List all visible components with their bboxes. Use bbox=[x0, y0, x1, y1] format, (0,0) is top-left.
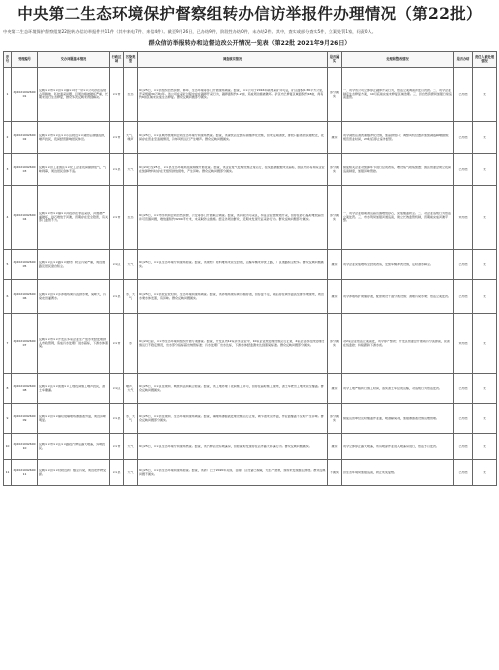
row-id-text: XJ202109260010 bbox=[13, 442, 36, 450]
row-no-text: 5 bbox=[6, 262, 9, 266]
row-no-text: 1 bbox=[6, 92, 9, 96]
row-verified-text: 属实 bbox=[331, 294, 338, 298]
row-type bbox=[124, 68, 138, 122]
row-accountability bbox=[473, 314, 497, 374]
table-row bbox=[4, 374, 497, 404]
row-region-text: ××市 bbox=[112, 215, 121, 219]
row-investigation bbox=[138, 250, 328, 280]
row-verified-text: 部分属实 bbox=[329, 90, 339, 98]
row-type bbox=[124, 314, 138, 374]
row-verified bbox=[328, 434, 342, 460]
row-summary-text: 反映××市××开发区多家企业生产废水未经处理排入市政管网，造成污水处理厂进水超标，下游水体黑臭。 bbox=[39, 337, 108, 349]
row-verified bbox=[328, 186, 342, 250]
row-handling bbox=[342, 434, 454, 460]
row-closed-text: 未办结 bbox=[458, 215, 468, 219]
row-no-text: 9 bbox=[6, 416, 9, 420]
row-accountability bbox=[473, 280, 497, 314]
row-accountability bbox=[473, 434, 497, 460]
row-verified-text: 不属实 bbox=[329, 470, 339, 474]
row-accountability bbox=[473, 250, 497, 280]
row-closed bbox=[454, 434, 473, 460]
row-handling-text: 责令立即停止露天喷漆，所有喷涂作业进入喷漆房进行，依法予以处罚。 bbox=[343, 444, 440, 448]
row-accountability-text: 无 bbox=[482, 341, 486, 345]
row-summary-text: 反映××市××县××镇××村一带××公司存在违规占用耕地、私挖滥采问题，且周边植被破坏严重，长期未进行生态修复，群众多次反映未得到解决。 bbox=[39, 88, 108, 100]
row-verified bbox=[328, 404, 342, 434]
row-closed bbox=[454, 374, 473, 404]
row-summary-text: 反映××市××区××路段汽修店露天喷漆，异味扰民。 bbox=[39, 442, 106, 450]
row-closed-text: 已办结 bbox=[458, 444, 468, 448]
row-handling bbox=[342, 460, 454, 486]
header-region: 行政区域 bbox=[110, 52, 124, 68]
row-id bbox=[12, 154, 38, 186]
row-investigation bbox=[138, 314, 328, 374]
header-type: 污染类型 bbox=[124, 52, 138, 68]
row-closed-text: 已办结 bbox=[458, 167, 468, 171]
row-handling-text: 责令企业完成堆场全封闭改造，安装车辆冲洗设施，定时洒水降尘。 bbox=[343, 262, 434, 266]
row-region bbox=[110, 374, 124, 404]
row-summary-text: 反映××县工业园区××化工企业夜间偷排废气，气味刺鼻，周边居民身体不适。 bbox=[39, 165, 107, 173]
header-id: 受理编号 bbox=[12, 52, 38, 68]
row-type-text: 大气 bbox=[127, 262, 134, 266]
row-investigation-text: 9月25日，××县住建局、生态环境局现场调查。经查，填埋场渗滤液处理设施运行正常，调节池未见外溢，作业面覆盖不及时产生异味。群众反映问题部分属实。 bbox=[139, 414, 324, 422]
row-region bbox=[110, 122, 124, 154]
table-row bbox=[4, 434, 497, 460]
row-type-text: 大气 bbox=[127, 167, 134, 171]
row-type bbox=[124, 122, 138, 154]
row-type bbox=[124, 374, 138, 404]
row-verified-text: 部分属实 bbox=[329, 213, 339, 221]
row-accountability-text: 无 bbox=[482, 416, 486, 420]
row-no-text: 3 bbox=[6, 167, 9, 171]
table-row bbox=[4, 404, 497, 434]
row-closed-text: 已办结 bbox=[458, 135, 468, 139]
row-id bbox=[12, 314, 38, 374]
row-id bbox=[12, 250, 38, 280]
header-handling: 处理和整改情况 bbox=[342, 52, 454, 68]
row-handling bbox=[342, 280, 454, 314]
row-investigation bbox=[138, 280, 328, 314]
row-region bbox=[110, 154, 124, 186]
row-verified bbox=[328, 280, 342, 314]
table-row bbox=[4, 250, 497, 280]
row-closed-text: 已办结 bbox=[458, 386, 468, 390]
row-closed bbox=[454, 404, 473, 434]
row-accountability bbox=[473, 460, 497, 486]
row-accountability bbox=[473, 374, 497, 404]
row-id-text: XJ202109260007 bbox=[13, 339, 36, 347]
row-no bbox=[4, 314, 12, 374]
row-no-text: 7 bbox=[6, 341, 9, 345]
row-no bbox=[4, 186, 12, 250]
row-closed-text: 已办结 bbox=[458, 92, 468, 96]
intro-text: 中央第二生态环境保护督察组第22批转办信访举报件共11件（其中来电7件、来信4件）。截至9月26日，已办结9件，阶段性办结0件，未办结2件。其中，查实或部分查实5件，立案处罚1家，问责0人。 bbox=[3, 29, 376, 34]
row-type bbox=[124, 154, 138, 186]
table-row bbox=[4, 68, 497, 122]
row-id bbox=[12, 186, 38, 250]
row-summary bbox=[38, 434, 110, 460]
row-verified bbox=[328, 374, 342, 404]
row-region-text: ××市 bbox=[112, 341, 121, 345]
row-investigation bbox=[138, 460, 328, 486]
row-summary bbox=[38, 68, 110, 122]
row-investigation bbox=[138, 374, 328, 404]
row-region-text: ××县 bbox=[112, 167, 121, 171]
table-header-row bbox=[4, 52, 497, 68]
row-investigation-text: 9月25日，××区生态环境分局现场检查。经查，该建材厂原料堆场未完全封闭，运输车辆未冲洗上路，厂区道路积尘较多。群众反映问题属实。 bbox=[139, 260, 324, 268]
table-row bbox=[4, 460, 497, 486]
row-summary-text: 反映××市××镇××河段存在非法采砂，河道被严重破坏，砂石堆放于河滩，汛期存在安全隐患，有关部门监管不力。 bbox=[39, 211, 108, 223]
row-handling-text: 责令养殖场扩建储存池，配套建设干湿分离设施；清理污染水渠；依法立案处罚。 bbox=[343, 294, 452, 298]
row-closed bbox=[454, 68, 473, 122]
row-no-text: 8 bbox=[6, 386, 9, 390]
row-verified bbox=[328, 122, 342, 154]
row-verified-text: 部分属实 bbox=[329, 414, 339, 422]
row-handling-text: 督促运营单位及时覆盖作业面，喷洒除臭剂，加强渗滤液设施运维管理。 bbox=[343, 416, 440, 420]
row-summary bbox=[38, 186, 110, 250]
row-verified-text: 部分属实 bbox=[329, 339, 339, 347]
row-verified-text: 部分属实 bbox=[329, 165, 339, 173]
row-accountability-text: 无 bbox=[482, 444, 486, 448]
row-id bbox=[12, 460, 38, 486]
row-summary-text: 反映××市××区××小区附近××餐饮店油烟直排，噪声扰民，夜间经营影响居民休息。 bbox=[39, 133, 108, 141]
row-region bbox=[110, 434, 124, 460]
row-type bbox=[124, 404, 138, 434]
row-id-text: XJ202109260003 bbox=[13, 165, 36, 173]
row-accountability bbox=[473, 68, 497, 122]
row-region-text: ××区 bbox=[112, 262, 121, 266]
row-region bbox=[110, 250, 124, 280]
row-type bbox=[124, 460, 138, 486]
row-investigation bbox=[138, 404, 328, 434]
row-id bbox=[12, 68, 38, 122]
row-handling bbox=[342, 122, 454, 154]
row-type bbox=[124, 280, 138, 314]
row-investigation bbox=[138, 186, 328, 250]
cases-table bbox=[3, 51, 497, 486]
row-type-text: 水 bbox=[128, 341, 132, 345]
row-accountability-text: 无 bbox=[482, 167, 486, 171]
row-summary bbox=[38, 250, 110, 280]
row-no bbox=[4, 460, 12, 486]
table-row bbox=[4, 280, 497, 314]
row-region bbox=[110, 186, 124, 250]
header-no: 序号 bbox=[4, 52, 12, 68]
row-type bbox=[124, 434, 138, 460]
row-verified bbox=[328, 460, 342, 486]
row-investigation bbox=[138, 154, 328, 186]
row-id bbox=[12, 280, 38, 314]
row-verified-text: 属实 bbox=[331, 135, 338, 139]
row-type-text: 大气、噪声 bbox=[125, 133, 135, 141]
row-type bbox=[124, 186, 138, 250]
row-type-text: 噪声、大气 bbox=[125, 384, 135, 392]
row-type-text: 水、大气 bbox=[125, 292, 135, 300]
row-region bbox=[110, 404, 124, 434]
row-no bbox=[4, 434, 12, 460]
row-summary bbox=[38, 404, 110, 434]
row-type-text: 大气 bbox=[127, 444, 134, 448]
row-no bbox=[4, 404, 12, 434]
row-no-text: 11 bbox=[5, 470, 10, 474]
row-handling-text: 责令餐饮店清洗油烟净化设施，加高排放口；调整风机位置并加装减震降噪措施；规范营业时间，23时后停止室外经营。 bbox=[343, 133, 452, 141]
row-handling-text: 责令工地严格执行施工时间，落实渣土车密闭运输，对违规行为依法处罚。 bbox=[343, 386, 443, 390]
row-id-text: XJ202109260011 bbox=[13, 468, 36, 476]
row-handling-text: 一、责令该公司立即停止越界开采行为，依法立案调查并处以罚款。二、责令企业制定生态修复方案，10月底前完成未修复区域治理。三、县自然资源局加强日常巡查监管。 bbox=[343, 88, 452, 100]
row-handling bbox=[342, 404, 454, 434]
row-type bbox=[124, 250, 138, 280]
row-accountability-text: 无 bbox=[482, 92, 486, 96]
row-type-text: 生态 bbox=[127, 92, 134, 96]
row-id-text: XJ202109260005 bbox=[13, 260, 36, 268]
row-summary bbox=[38, 374, 110, 404]
row-closed-text: 已办结 bbox=[458, 294, 468, 298]
row-investigation-text: 9月25日，××县农业农村局、生态环境局现场调查。经查，该养殖场建有粪污储存池，但容量不足，雨后存在粪水溢流至排水渠现象，周边水渠水体发黑，有异味。群众反映问题属实。 bbox=[139, 292, 324, 300]
row-handling bbox=[342, 314, 454, 374]
row-handling bbox=[342, 374, 454, 404]
row-accountability bbox=[473, 404, 497, 434]
row-closed bbox=[454, 314, 473, 374]
row-closed bbox=[454, 154, 473, 186]
row-summary-text: 反映××县××乡养殖场粪污直排水渠，臭味大，污染农田灌溉水。 bbox=[39, 292, 107, 300]
row-investigation-text: 9月24日起，××市生态环境局组织开展专项排查。经查，开发区内12家涉水企业中，10家企业预处理设施运行正常，2家企业存在预处理设施运行不稳定情况，出水部分指标超出纳管标准；污水处理厂出水达标，下游水体经监测未达到黑臭标准。群众反映问题部分属实。 bbox=[139, 339, 325, 347]
row-type-text: 大气 bbox=[127, 470, 134, 474]
row-no-text: 10 bbox=[5, 444, 10, 448]
table-body bbox=[4, 68, 497, 486]
row-id-text: XJ202109260009 bbox=[13, 414, 36, 422]
row-region-text: ××市 bbox=[112, 444, 121, 448]
table-title: 群众信访举报转办和边督边改公开情况一览表（第22批 2021年9月26日） bbox=[148, 40, 351, 47]
row-region-text: ××县 bbox=[112, 416, 121, 420]
row-accountability bbox=[473, 154, 497, 186]
row-closed-text: 已办结 bbox=[458, 416, 468, 420]
row-summary bbox=[38, 122, 110, 154]
header-investigation: 调查核实情况 bbox=[138, 52, 328, 68]
row-id-text: XJ202109260002 bbox=[13, 133, 36, 141]
row-accountability bbox=[473, 186, 497, 250]
row-summary bbox=[38, 314, 110, 374]
row-summary-text: 反映××县××村附近砖厂烟尘污染，周边农作物受损。 bbox=[39, 468, 107, 476]
row-region-text: ××区 bbox=[112, 386, 121, 390]
row-investigation-text: 9月25日，××区生态环境分局现场核查。经查，该汽修店设有喷漆房，但检查时发现存在店外露天补漆行为。群众反映问题属实。 bbox=[139, 444, 312, 448]
row-region bbox=[110, 460, 124, 486]
table-row bbox=[4, 186, 497, 250]
row-investigation bbox=[138, 68, 328, 122]
row-investigation-text: 9月25日，××县组织自然资源、林草、生态环境等部门开展现场调查。经查，××公司于2016年取得采矿许可证，矿区面积0.36平方公里，开采规模30万吨/年。该公司在采矿过程中存在越界开采行为，越界面积约1.2亩，造成周边植被破坏。矿区内已修复区域面积约18亩，尚有约6亩区域未完成生态修复。群众反映问题部分属实。 bbox=[139, 88, 326, 100]
row-handling-text: 督促相关企业对装卸环节进行密闭改造，增设集气收集装置；园区管委会建立夜间巡查制度，加强异味管控。 bbox=[343, 165, 452, 173]
row-verified-text: 属实 bbox=[331, 386, 338, 390]
row-verified-text: 属实 bbox=[331, 444, 338, 448]
row-investigation bbox=[138, 122, 328, 154]
row-no bbox=[4, 122, 12, 154]
row-no bbox=[4, 250, 12, 280]
row-investigation bbox=[138, 434, 328, 460]
row-closed bbox=[454, 460, 473, 486]
row-region-text: ××县 bbox=[112, 294, 121, 298]
row-closed-text: 已办结 bbox=[458, 470, 468, 474]
row-handling bbox=[342, 186, 454, 250]
row-accountability-text: 无 bbox=[482, 386, 486, 390]
header-summary: 交办问题基本情况 bbox=[38, 52, 110, 68]
row-verified bbox=[328, 314, 342, 374]
row-closed bbox=[454, 186, 473, 250]
row-no-text: 6 bbox=[6, 294, 9, 298]
header-accountability: 责任人被处理情况 bbox=[473, 52, 497, 68]
row-closed bbox=[454, 122, 473, 154]
row-region-text: ××市 bbox=[112, 92, 121, 96]
page-title: 中央第二生态环境保护督察组转办信访举报件办理情况（第22批） bbox=[17, 4, 482, 23]
row-id bbox=[12, 404, 38, 434]
row-region-text: ××县 bbox=[112, 470, 121, 474]
row-id-text: XJ202109260001 bbox=[13, 90, 36, 98]
row-handling bbox=[342, 154, 454, 186]
row-accountability-text: 无 bbox=[482, 470, 486, 474]
row-region bbox=[110, 68, 124, 122]
row-type-text: 生态 bbox=[127, 215, 134, 219]
row-closed-text: 未办结 bbox=[458, 341, 468, 345]
row-no-text: 2 bbox=[6, 135, 9, 139]
table-row bbox=[4, 154, 497, 186]
row-handling bbox=[342, 68, 454, 122]
row-verified bbox=[328, 154, 342, 186]
row-handling-text: 一、责令企业限期清运超范围堆放砂石，完成覆盖防尘。二、对企业违规行为依法立案处罚。三、市水利局加强河道巡查，建立长效监管机制，汛期前完成河滩平整。 bbox=[343, 211, 452, 223]
row-handling-text: 县生态环境局加强巡查，防止死灰复燃。 bbox=[343, 470, 398, 474]
row-accountability-text: 无 bbox=[482, 215, 486, 219]
row-summary bbox=[38, 460, 110, 486]
row-accountability-text: 无 bbox=[482, 262, 486, 266]
row-id-text: XJ202109260008 bbox=[13, 384, 36, 392]
row-investigation-text: 9月24日至25日，××县生态环境局连续两晚开展夜查。经查，该企业废气处理设施正常运行，在线监测数据未见超标，园区内另有两家企业在装卸物料时存在无组织排放现象，产生异味。群众反映问题部分属实。 bbox=[139, 165, 325, 173]
row-investigation-text: 9月25日，××区城市管理局会同生态环境分局现场核查。经查，该餐饮店安装有油烟净化设施，但未定期清洗，排放口距离居民楼较近，夜间存在营业至凌晨情况，冷却风机运行产生噪声。群众反映问题属实。 bbox=[139, 133, 324, 141]
row-investigation-text: 9月25日，××市水利局会同自然资源、公安等部门开展联合调查。经查，该河段为可采区，持证企业按规划开采，但存在砂石临时堆放超出许可范围问题，堆放面积约3200平方米，未采取防尘措施。经走访周边群众，近期未发现无证采砂行为。群众反映问题部分属实。 bbox=[139, 213, 324, 221]
header-closed: 是否办结 bbox=[454, 52, 473, 68]
row-investigation-text: 9月25日，××区住建局、城管执法局联合检查。经查，该工地办理了夜间施工许可，但存在超时施工现象，渣土车驶出工地未完全覆盖。群众反映问题属实。 bbox=[139, 384, 324, 392]
row-id bbox=[12, 122, 38, 154]
row-summary-text: 反映××区××路××建材厂粉尘污染严重，周边道路及居民窗台积尘。 bbox=[39, 260, 106, 268]
row-closed bbox=[454, 280, 473, 314]
row-no bbox=[4, 68, 12, 122]
row-summary bbox=[38, 154, 110, 186]
row-handling-text: 对2家企业依法立案查处，责令停产整改；开发区管委会开展雨污分流排查，完善在线监控；持续跟踪下游水质。 bbox=[343, 339, 450, 347]
row-no bbox=[4, 280, 12, 314]
row-accountability-text: 无 bbox=[482, 135, 486, 139]
row-id-text: XJ202109260006 bbox=[13, 292, 36, 300]
row-handling bbox=[342, 250, 454, 280]
table-row bbox=[4, 122, 497, 154]
row-summary-text: 反映××区××街道××工地夜间施工噪声扰民，渣土车撒漏。 bbox=[39, 384, 106, 392]
row-verified bbox=[328, 250, 342, 280]
row-verified-text: 属实 bbox=[331, 262, 338, 266]
row-id bbox=[12, 434, 38, 460]
row-closed-text: 已办结 bbox=[458, 262, 468, 266]
table-row bbox=[4, 314, 497, 374]
row-summary-text: 反映××县××镇垃圾填埋场渗滤液外溢，周边异味明显。 bbox=[39, 414, 107, 422]
row-no-text: 4 bbox=[6, 215, 9, 219]
row-id-text: XJ202109260004 bbox=[13, 213, 36, 221]
header-verified: 是否属实 bbox=[328, 52, 342, 68]
row-no bbox=[4, 374, 12, 404]
row-region bbox=[110, 280, 124, 314]
row-summary bbox=[38, 280, 110, 314]
row-no bbox=[4, 154, 12, 186]
row-closed bbox=[454, 250, 473, 280]
row-region bbox=[110, 314, 124, 374]
row-accountability bbox=[473, 122, 497, 154]
row-verified bbox=[328, 68, 342, 122]
row-accountability-text: 无 bbox=[482, 294, 486, 298]
row-type-text: 水、大气 bbox=[125, 414, 135, 422]
row-region-text: ××市 bbox=[112, 135, 121, 139]
row-investigation-text: 9月25日，××县生态环境局现场检查。经查，该砖厂已于2020年关停，目前厂区设备已拆除，无生产迹象，现场未发现烟尘排放。群众反映问题不属实。 bbox=[139, 468, 326, 476]
row-id bbox=[12, 374, 38, 404]
